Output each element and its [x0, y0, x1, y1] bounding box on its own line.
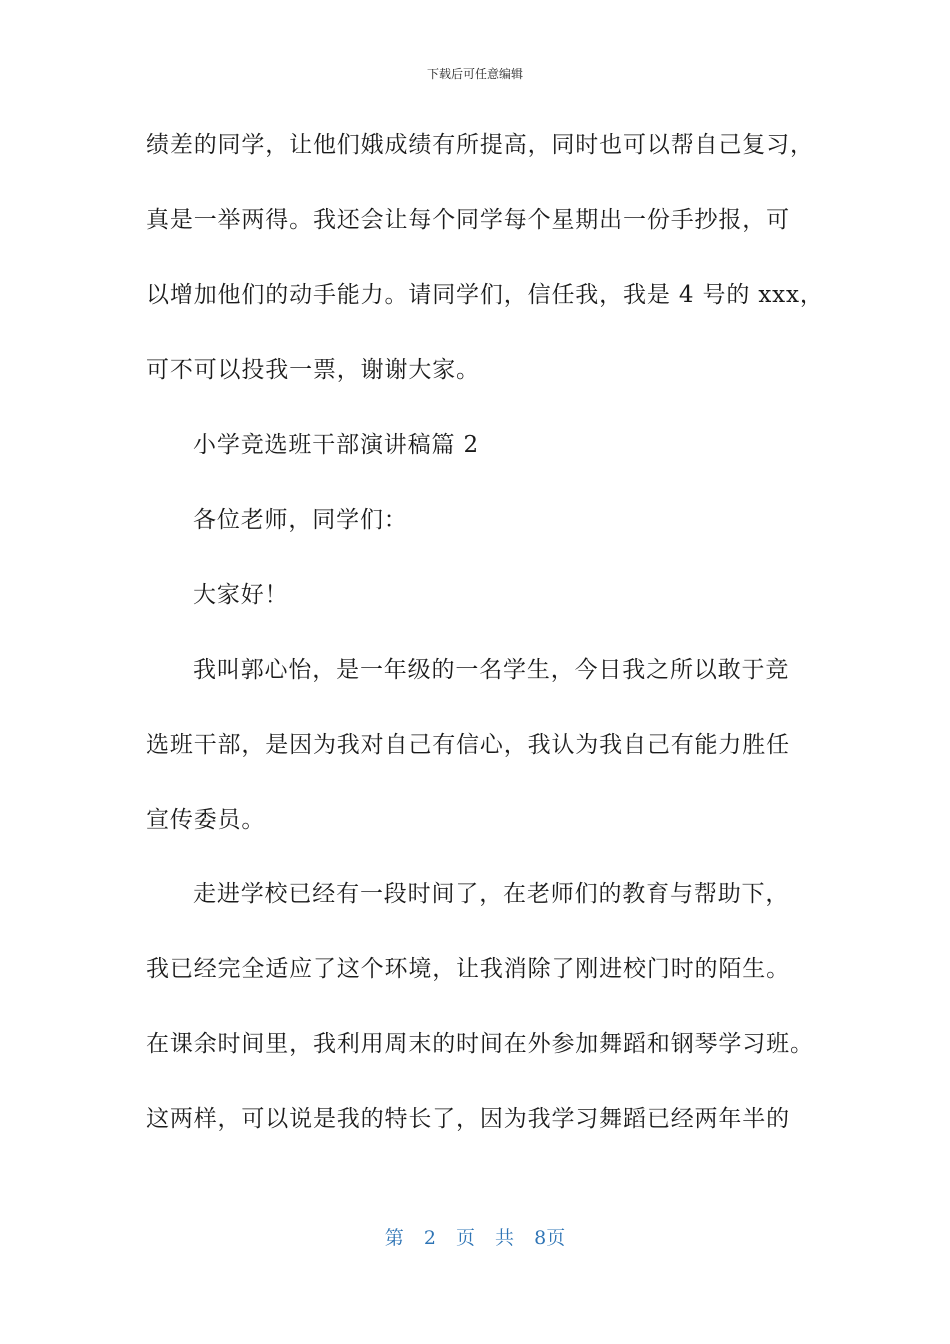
body-line: 真是一举两得。我还会让每个同学每个星期出一份手抄报，可 [146, 207, 790, 233]
footer-total-label: 共 [495, 1227, 515, 1249]
body-line: 选班干部，是因为我对自己有信心，我认为我自己有能力胜任 [146, 732, 790, 758]
body-line: 绩差的同学，让他们娥成绩有所提高，同时也可以帮自己复习， [146, 132, 814, 158]
body-line: 我已经完全适应了这个环境，让我消除了刚进校门时的陌生。 [146, 956, 790, 982]
salutation: 各位老师，同学们： [193, 507, 408, 533]
body-line: 我叫郭心怡，是一年级的一名学生，今日我之所以敢于竞 [193, 657, 790, 683]
footer-prefix: 第 [384, 1227, 404, 1249]
footer-total: 8页 [534, 1227, 566, 1249]
page-footer [0, 1226, 950, 1250]
footer-page-label: 页 [455, 1227, 475, 1249]
page-header: 下载后可任意编辑 [426, 67, 523, 81]
footer-page-number: 2 [423, 1227, 436, 1249]
body-line: 宣传委员。 [146, 807, 266, 833]
section-heading: 小学竞选班干部演讲稿篇 2 [193, 432, 479, 458]
greeting: 大家好！ [193, 582, 289, 608]
body-line: 可不可以投我一票，谢谢大家。 [146, 357, 480, 383]
body-line: 走进学校已经有一段时间了，在老师们的教育与帮助下， [193, 881, 790, 907]
body-line: 以增加他们的动手能力。请同学们，信任我，我是 4 号的 xxx， [146, 282, 824, 308]
body-line: 在课余时间里，我利用周末的时间在外参加舞蹈和钢琴学习班。 [146, 1031, 814, 1057]
body-line: 这两样，可以说是我的特长了，因为我学习舞蹈已经两年半的 [146, 1106, 790, 1132]
